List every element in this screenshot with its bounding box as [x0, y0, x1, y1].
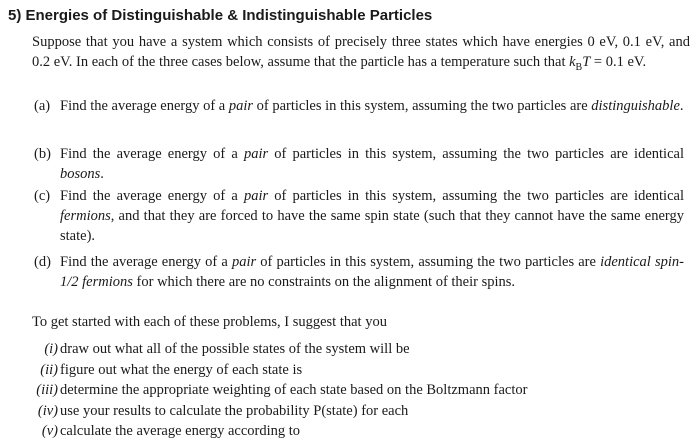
part-text-post: for which there are no constraints on the alignment of their spins.	[132, 274, 516, 290]
part-text-post: , and that they are forced to have the same spin state (such that they cannot have the same energy state).	[60, 208, 684, 244]
problem-title-text: Energies of Distinguishable & Indistinguishable Particles	[25, 7, 433, 24]
kbt-subscript: B	[575, 61, 583, 73]
part-text-pre: Find the average energy of a	[60, 254, 232, 270]
part-text	[60, 186, 684, 246]
part-text-mid: of particles in this system, assuming the two particles are identical	[268, 188, 684, 204]
part-label: (c)	[34, 188, 51, 204]
part-label: (d)	[34, 254, 51, 270]
problem-title	[8, 6, 432, 26]
part-d	[34, 252, 684, 292]
step-number: (i)	[44, 341, 58, 357]
part-text-em: pair	[243, 146, 269, 162]
part-text-em2: bosons	[60, 166, 101, 182]
part-text-em2: fermions	[60, 208, 111, 224]
list-item	[32, 401, 672, 422]
suggestion-intro: To get started with each of these problems, I suggest that you	[32, 314, 387, 330]
part-text-em: pair	[243, 188, 269, 204]
part-a	[34, 96, 684, 116]
part-b	[34, 144, 684, 184]
part-text-em2: identical spin-1/2 fermions	[60, 254, 684, 290]
step-text: calculate the average energy according to	[60, 423, 301, 439]
list-item	[32, 380, 672, 401]
part-label: (b)	[34, 146, 51, 162]
list-item	[32, 421, 672, 442]
step-number: (iii)	[36, 382, 58, 398]
step-number: (v)	[41, 423, 58, 439]
step-text: use your results to calculate the probability P(state) for each	[60, 402, 409, 419]
part-text	[60, 252, 684, 292]
part-text-pre: Find the average energy of a	[60, 146, 244, 162]
part-c	[34, 186, 684, 246]
steps-list	[32, 339, 672, 442]
intro-text: Suppose that you have a system which consists of precisely three states which have energies 0 eV, 0.1 eV, and 0.2 eV. In each of the three cases below, assume that the particle has a temperature such that	[32, 34, 690, 70]
problem-intro	[32, 32, 690, 78]
part-label: (a)	[34, 98, 51, 114]
part-text-em2: distinguishable	[591, 98, 680, 114]
part-text-post: .	[679, 98, 684, 114]
part-text-em: pair	[228, 98, 254, 114]
step-text: determine the appropriate weighting of each state based on the Boltzmann factor	[60, 382, 528, 398]
kbt-T: T	[582, 54, 591, 70]
part-text-mid: of particles in this system, assuming the two particles are	[253, 98, 592, 114]
list-item	[32, 360, 672, 381]
part-text-mid: of particles in this system, assuming the two particles are	[256, 254, 601, 270]
part-text-pre: Find the average energy of a	[60, 98, 229, 114]
part-text-mid: of particles in this system, assuming the two particles are identical	[268, 146, 684, 162]
part-text	[60, 144, 684, 184]
step-number: (ii)	[40, 361, 58, 378]
list-item	[32, 339, 672, 360]
problem-number: 5)	[8, 7, 22, 24]
kbt-k: k	[569, 54, 576, 70]
part-text	[60, 96, 684, 116]
step-text: figure out what the energy of each state is	[60, 361, 303, 378]
step-text: draw out what all of the possible states of the system will be	[60, 341, 410, 357]
step-number: (iv)	[37, 402, 58, 419]
intro-text-end: = 0.1 eV.	[590, 54, 647, 70]
part-text-em: pair	[231, 254, 257, 270]
part-text-pre: Find the average energy of a	[60, 188, 244, 204]
part-text-post: .	[100, 166, 104, 182]
